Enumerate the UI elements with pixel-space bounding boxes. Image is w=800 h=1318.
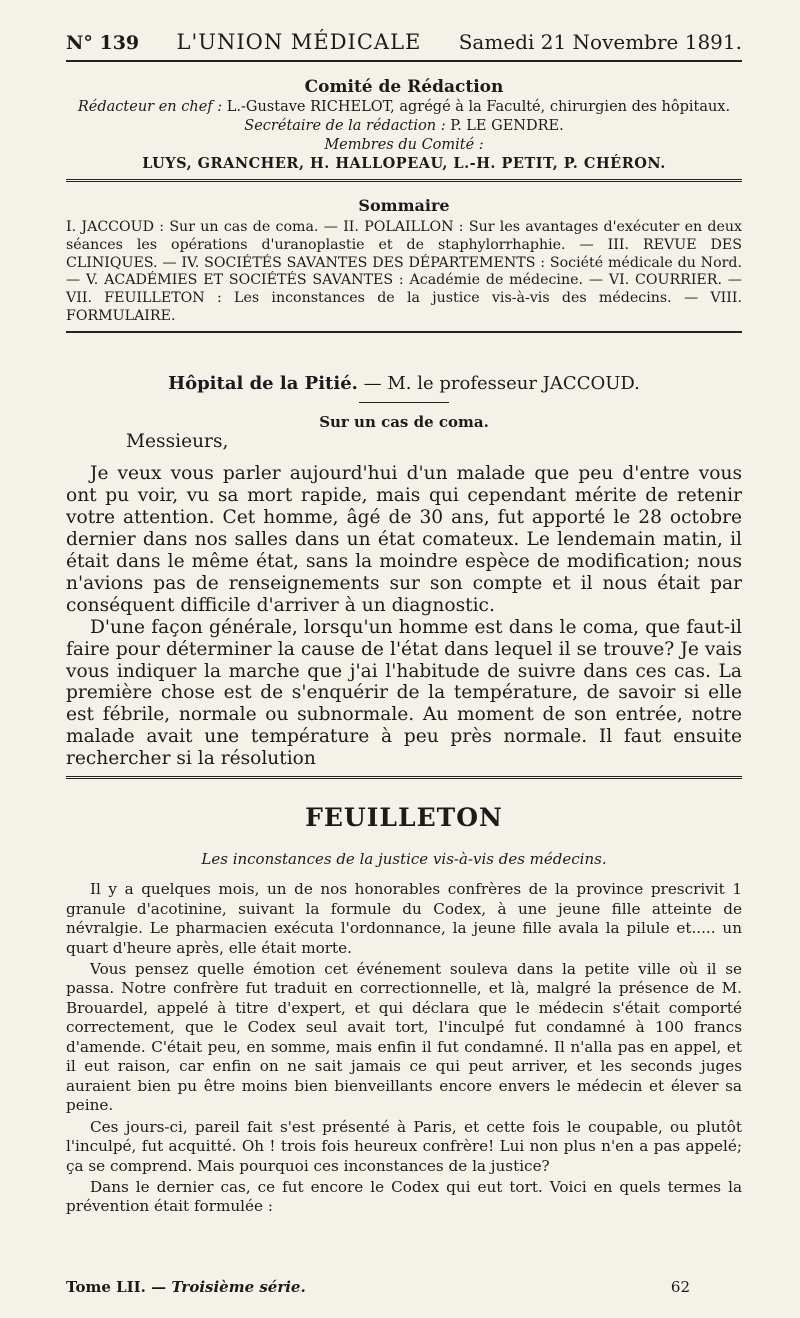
journal-title: L'UNION MÉDICALE xyxy=(176,30,422,54)
committee-rule xyxy=(66,179,742,182)
article-heading xyxy=(66,373,742,394)
article-paragraph: D'une façon générale, lorsqu'un homme est dans le coma, que faut-il faire pour déterminer la cause de l'état dans lequel il se trouve? Je vais vous indiquer la marche que j'ai l'habitude de suivre dans ces cas. La première chose est de s'enquérir de la température, de savoir si elle est fébrile, normale ou subnormale. Au moment de son entrée, notre malade avait une température à peu près normale. Il faut ensuite rechercher si la résolution xyxy=(66,616,742,770)
chief-name: L.-Gustave RICHELOT, agrégé à la Faculté, chirurgien des hôpitaux. xyxy=(226,99,731,116)
feuilleton-paragraph: Ces jours-ci, pareil fait s'est présenté à Paris, et cette fois le coupable, ou plutôt l'inculpé, fut acquitté. Oh ! trois fois heureux confrère! Lui non plus n'en a pas appelé; ça se comprend. Mais pourquoi ces inconstances de la justice? xyxy=(66,1117,742,1175)
tome-label xyxy=(66,1278,306,1296)
feuilleton-body xyxy=(66,880,742,1217)
hospital-name: Hôpital de la Pitié. xyxy=(168,373,358,395)
tome-number: Tome LII. — xyxy=(66,1278,167,1296)
page-footer xyxy=(66,1278,690,1296)
chief-label: Rédacteur en chef : xyxy=(77,99,223,116)
sommaire-text: I. JACCOUD : Sur un cas de coma. — II. POLAILLON : Sur les avantages d'exécuter en deux séances les opérations d'uranoplastie et de staphylorrhaphie. — III. REVUE DES CLINIQUES. — IV. SOCIÉTÉS SAVANTES DES DÉPARTEMENTS : Société médicale du Nord. — V. ACADÉMIES ET SOCIÉTÉS SAVANTES : Académie de médecine. — VI. COURRIER. — VII. FEUILLETON : Les inconstances de la justice vis-à-vis des médecins. — VIII. FORMULAIRE. xyxy=(66,219,742,324)
secretary-label: Secrétaire de la rédaction : xyxy=(244,117,446,134)
salutation: Messieurs, xyxy=(126,431,229,453)
feuilleton-rule xyxy=(66,776,742,779)
feuilleton-heading: FEUILLETON xyxy=(305,803,503,833)
sommaire-rule xyxy=(66,331,742,333)
heading-divider xyxy=(359,402,449,403)
professor-name: — M. le professeur JACCOUD. xyxy=(363,373,640,395)
editorial-committee xyxy=(66,76,742,173)
committee-members: LUYS, GRANCHER, H. HALLOPEAU, L.-H. PETIT, P. CHÉRON. xyxy=(142,154,666,172)
feuilleton-paragraph: Il y a quelques mois, un de nos honorables confrères de la province prescrivit 1 granule d'acotinine, suivant la formule du Codex, à une jeune fille atteinte de névralgie. Le pharmacien exécuta l'ordonnance, la jeune fille avala la pilule et..... un quart d'heure après, elle était morte. xyxy=(66,880,742,957)
committee-heading: Comité de Rédaction xyxy=(304,77,504,97)
article-paragraph: Je veux vous parler aujourd'hui d'un malade que peu d'entre vous ont pu voir, vu sa mort rapide, mais qui cependant mérite de retenir votre attention. Cet homme, âgé de 30 ans, fut apporté le 28 octobre dernier dans nos salles dans un état comateux. Le lendemain matin, il était dans le même état, sans la moindre espèce de modification; nous n'avions pas de renseignements sur son compte et il nous était par conséquent difficile d'arriver à un diagnostic. xyxy=(66,463,742,616)
sommaire-heading: Sommaire xyxy=(358,196,450,216)
article-subtitle: Sur un cas de coma. xyxy=(319,413,489,432)
members-label: Membres du Comité : xyxy=(324,136,484,153)
issue-date: Samedi 21 Novembre 1891. xyxy=(458,30,742,54)
page-header xyxy=(66,0,742,54)
feuilleton-subtitle: Les inconstances de la justice vis-à-vis des médecins. xyxy=(201,850,607,869)
article-body xyxy=(66,431,742,770)
issue-number: N° 139 xyxy=(66,32,140,54)
feuilleton-paragraph: Vous pensez quelle émotion cet événement souleva dans la petite ville où il se passa. Notre confrère fut traduit en correctionnelle, et là, malgré la présence de M. Brouardel, appelé à titre d'expert, et qui déclara que le médecin s'était comporté correctement, que le Codex seul avait tort, l'inculpé fut condamné à 100 francs d'amende. C'était peu, en somme, mais enfin il fut condamné. Il n'alla pas en appel, et il eut raison, car enfin on ne sait jamais ce qui peut arriver, et les seconds juges auraient bien pu être moins bien bienveillants encore envers le médecin et élever sa peine. xyxy=(66,960,742,1115)
feuilleton-paragraph: Dans le dernier cas, ce fut encore le Codex qui eut tort. Voici en quels termes la prévention était formulée : xyxy=(66,1177,742,1216)
header-rule xyxy=(66,60,742,62)
secretary-name: P. LE GENDRE. xyxy=(450,117,564,134)
series-label: Troisième série. xyxy=(171,1278,306,1296)
page-number: 62 xyxy=(670,1278,690,1296)
